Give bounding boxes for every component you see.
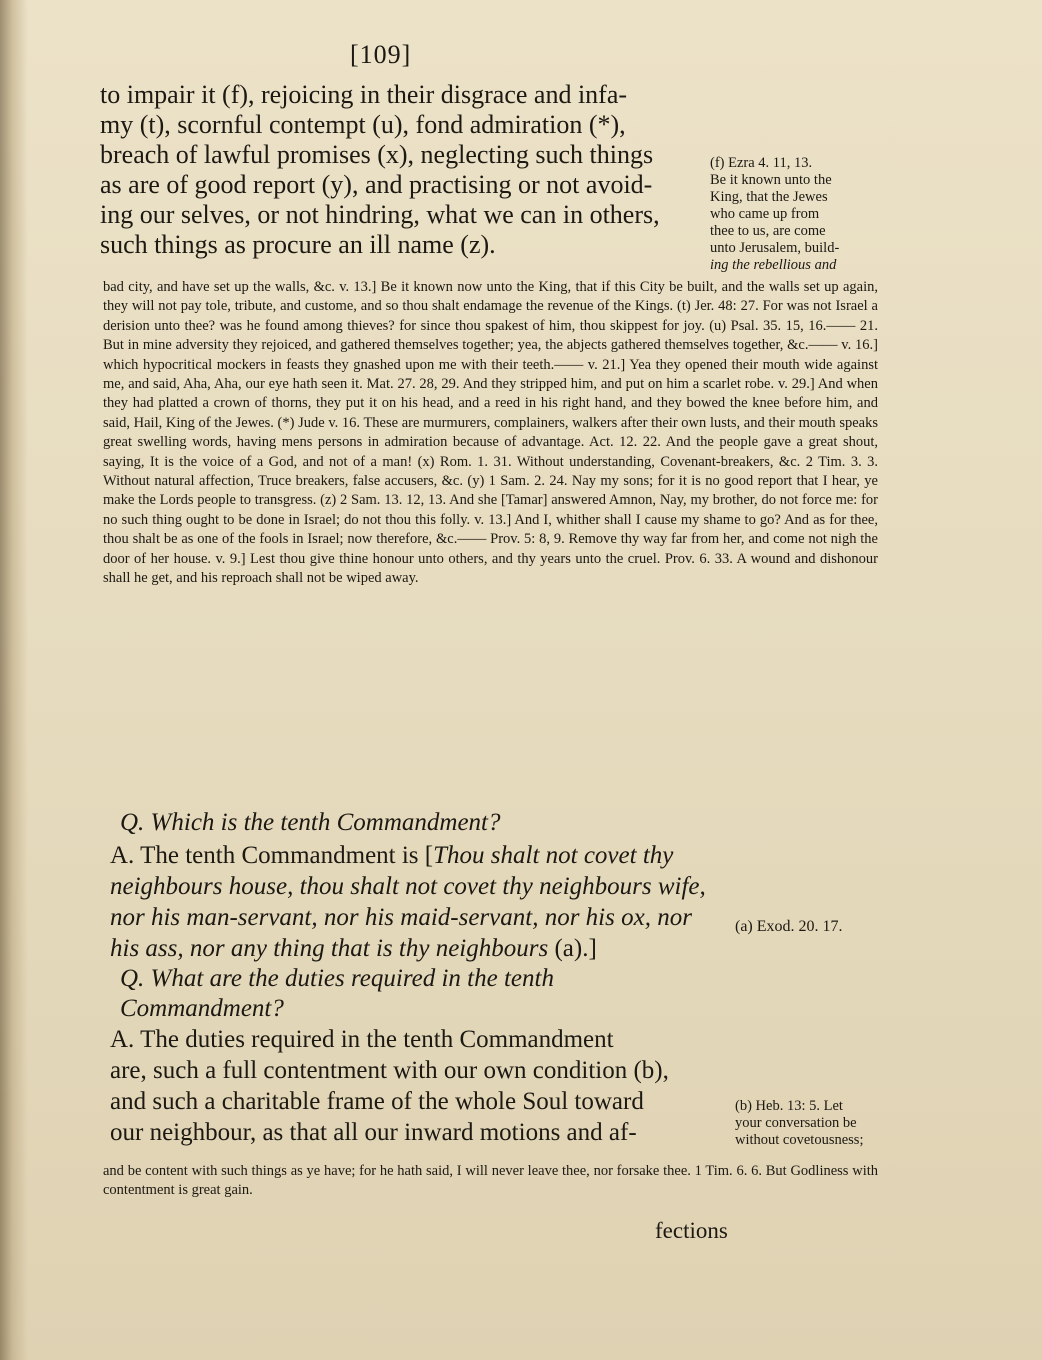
- margin-note-line: Be it known unto the: [710, 172, 832, 188]
- margin-note-f: [710, 155, 890, 274]
- text-line: and such a charitable frame of the whole Soul toward: [110, 1088, 644, 1115]
- text-line: breach of lawful promises (x), neglecting such things: [100, 140, 654, 169]
- margin-note-line: without covetousness;: [735, 1132, 864, 1148]
- margin-note-line: (b) Heb. 13: 5. Let: [735, 1098, 843, 1114]
- margin-note-a: (a) Exod. 20. 17.: [735, 918, 843, 935]
- text-line: my (t), scornful contempt (u), fond admiration (*),: [100, 110, 626, 139]
- footnotes-block: [103, 278, 878, 589]
- margin-note-line: who came up from: [710, 206, 820, 222]
- footnote-b: [103, 1162, 878, 1201]
- text-line: to impair it (f), rejoicing in their disgrace and infa-: [100, 80, 628, 109]
- footnotes-text: bad city, and have set up the walls, &c. v. 13.] Be it known now unto the King, that if this City be built, and the walls set up again, they will not pay tole, tribute, and custome, and so thou shalt endamage the revenue of the Kings. (t) Jer. 48: 27. For was not Israel a derision unto thee? was he found among thieves? for since thou spakest of him, thou skippest for joy. (u) Psal. 35. 15, 16.—— 21. But in mine adversity they rejoiced, and gathered themselves together; yea, the abjects gathered themselves together, &c.—— v. 16.] which hypocritical mockers in feasts they gnashed upon me with their teeth.—— v. 21.] Yea they opened their mouth wide against me, and said, Aha, Aha, our eye hath seen it. Mat. 27. 28, 29. And they stripped him, and put on him a scarlet robe. v. 29.] And when they had platted a crown of thorns, they put it on his head, and a reed in his right hand, and they bowed the knee before him, and said, Hail, King of the Jewes. (*) Jude v. 16. These are murmurers, complainers, walkers after their own lusts, and their mouth speaks great swelling words, having mens persons in admiration because of advantage. Act. 12. 22. And the people gave a great shout, saying, It is the voice of a God, and not of a man! (x) Rom. 1. 31. Without understanding, Covenant-breakers, &c. 2 Tim. 3. 3. Without natural affection, Truce breakers, false accusers, &c. (y) 1 Sam. 2. 24. Nay my sons; for it is no good report that I hear, ye make the Lords people to transgress. (z) 2 Sam. 13. 12, 13. And she [Tamar] answered Amnon, Nay, my brother, do not force me: for no such thing ought to be done in Israel; do not thou this folly. v. 13.] And I, whither shall I cause my shame to go? And as for thee, thou shalt be as one of the fools in Israel; now therefore, &c.—— Prov. 5: 8, 9. Remove thy way far from her, and come not nigh the door of her house. v. 9.] Lest thou give thine honour unto others, and thy years unto the cruel. Prov. 6. 33. A wound and dishonour shall he get, and his reproach shall not be wiped away.: [103, 279, 878, 587]
- text-line: ing our selves, or not hindring, what we can in others,: [100, 200, 660, 229]
- margin-note-line: King, that the Jewes: [710, 189, 828, 205]
- page-number: [109]: [350, 40, 412, 69]
- question-duties: Q. What are the duties required in the tenth Commandment?: [120, 965, 554, 1022]
- text-line: our neighbour, as that all our inward motions and af-: [110, 1119, 637, 1146]
- text-line: A. The duties required in the tenth Commandment: [110, 1026, 614, 1053]
- question-tenth-commandment: Q. Which is the tenth Commandment?: [120, 809, 501, 836]
- commandment-text: Thou shalt not covet thy neighbours house, thou shalt not covet thy neighbours wife, nor his man-servant, nor his maid-servant, nor his ox, nor his ass, nor any thing that is thy neighbours: [110, 842, 706, 962]
- margin-note-line: ing the rebellious and: [710, 257, 837, 273]
- margin-note-line: unto Jerusalem, build-: [710, 240, 840, 256]
- text-line: such things as procure an ill name (z).: [100, 230, 496, 259]
- margin-note-line: your conversation be: [735, 1115, 857, 1131]
- answer-suffix: (a).]: [548, 935, 597, 962]
- opening-paragraph: [100, 80, 690, 260]
- answer-duties: [110, 1024, 720, 1148]
- margin-note-line: (f) Ezra 4. 11, 13.: [710, 155, 813, 171]
- answer-prefix: A. The tenth Commandment is [: [110, 842, 434, 869]
- footnote-b-text: and be content with such things as ye have; for he hath said, I will never leave thee, nor forsake thee. 1 Tim. 6. 6. But Godliness with contentment is great gain.: [103, 1163, 878, 1199]
- answer-tenth-commandment: [110, 840, 720, 964]
- text-line: as are of good report (y), and practising or not avoid-: [100, 170, 653, 199]
- catchword: fections: [655, 1218, 728, 1243]
- margin-note-b: [735, 1098, 895, 1149]
- text-line: are, such a full contentment with our own condition (b),: [110, 1057, 669, 1084]
- margin-note-line: thee to us, are come: [710, 223, 826, 239]
